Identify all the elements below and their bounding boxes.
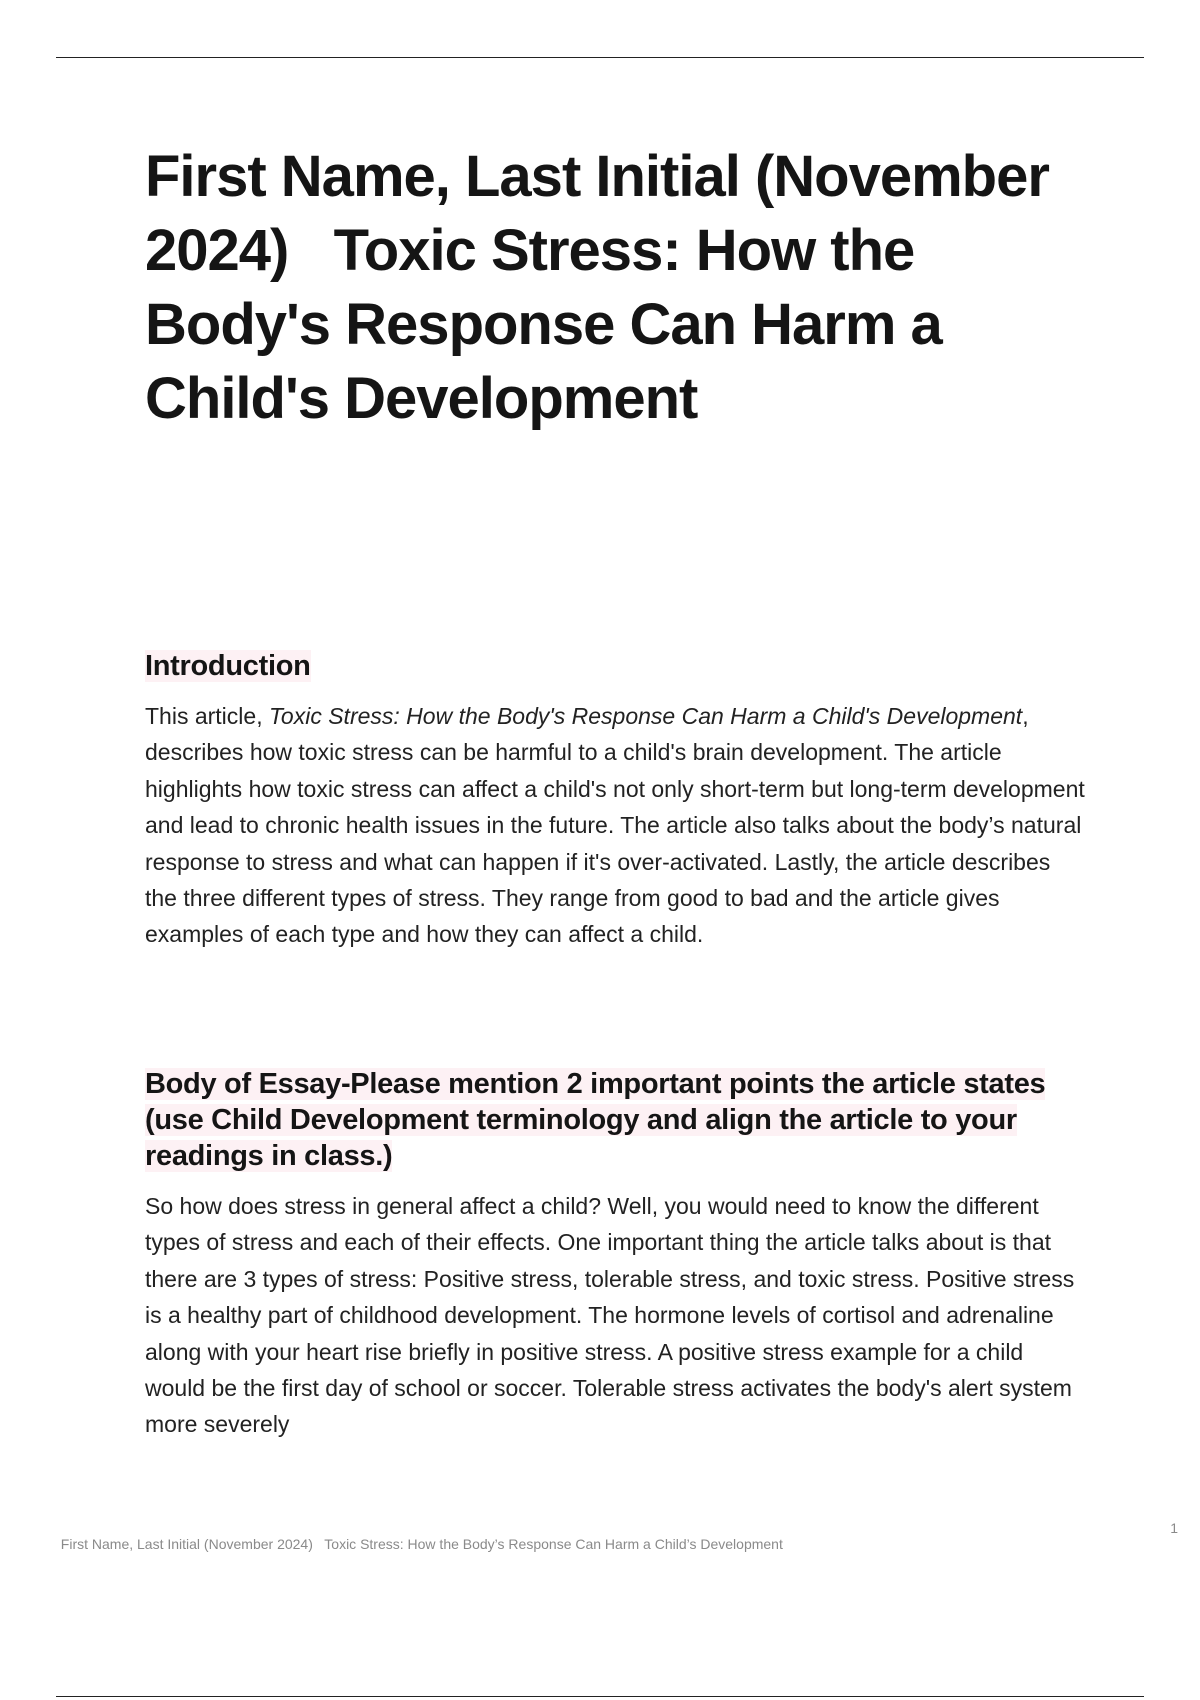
introduction-rest: , describes how toxic stress can be harmful to a child's brain development. The article highlights how toxic stress can affect a child's not only short-term but long-term development and lead to chronic health issues in the future. The article also talks about the body’s natural response to stress and what can happen if it's over-activated. Lastly, the article describes the three different types of stress. They range from good to bad and the article gives examples of each type and how they can affect a child. — [145, 703, 1085, 948]
bottom-rule — [56, 1696, 1144, 1697]
body-heading-text: Body of Essay-Please mention 2 important points the article states (use Child Development terminology and align the article to your readings in class.) — [145, 1068, 1046, 1172]
article-title-italic: Toxic Stress: How the Body's Response Can Harm a Child's Development — [268, 703, 1023, 729]
document-header — [145, 140, 1085, 436]
introduction-lead: This article, — [145, 703, 269, 729]
page-footer — [53, 1520, 1178, 1568]
top-rule — [56, 57, 1144, 58]
document-title: First Name, Last Initial (November 2024) Toxic Stress: How the Body's Response Can Harm a Child's Development — [145, 144, 1065, 431]
introduction-heading — [145, 648, 311, 684]
introduction-paragraph — [145, 698, 1085, 953]
introduction-heading-text: Introduction — [145, 650, 311, 682]
body-paragraph: So how does stress in general affect a child? Well, you would need to know the different types of stress and each of their effects. One important thing the article talks about is that there are 3 types of stress: Positive stress, tolerable stress, and toxic stress. Positive stress is a healthy part of childhood development. The hormone levels of cortisol and adrenaline along with your heart rise briefly in positive stress. A positive stress example for a child would be the first day of school or soccer. Tolerable stress activates the body's alert system more severely — [145, 1193, 1075, 1438]
body-heading — [145, 1066, 1080, 1174]
page-number: 1 — [1170, 1520, 1178, 1536]
footer-text: First Name, Last Initial (November 2024) Toxic Stress: How the Body’s Response Can Harm a Child’s Development — [60, 1536, 783, 1552]
